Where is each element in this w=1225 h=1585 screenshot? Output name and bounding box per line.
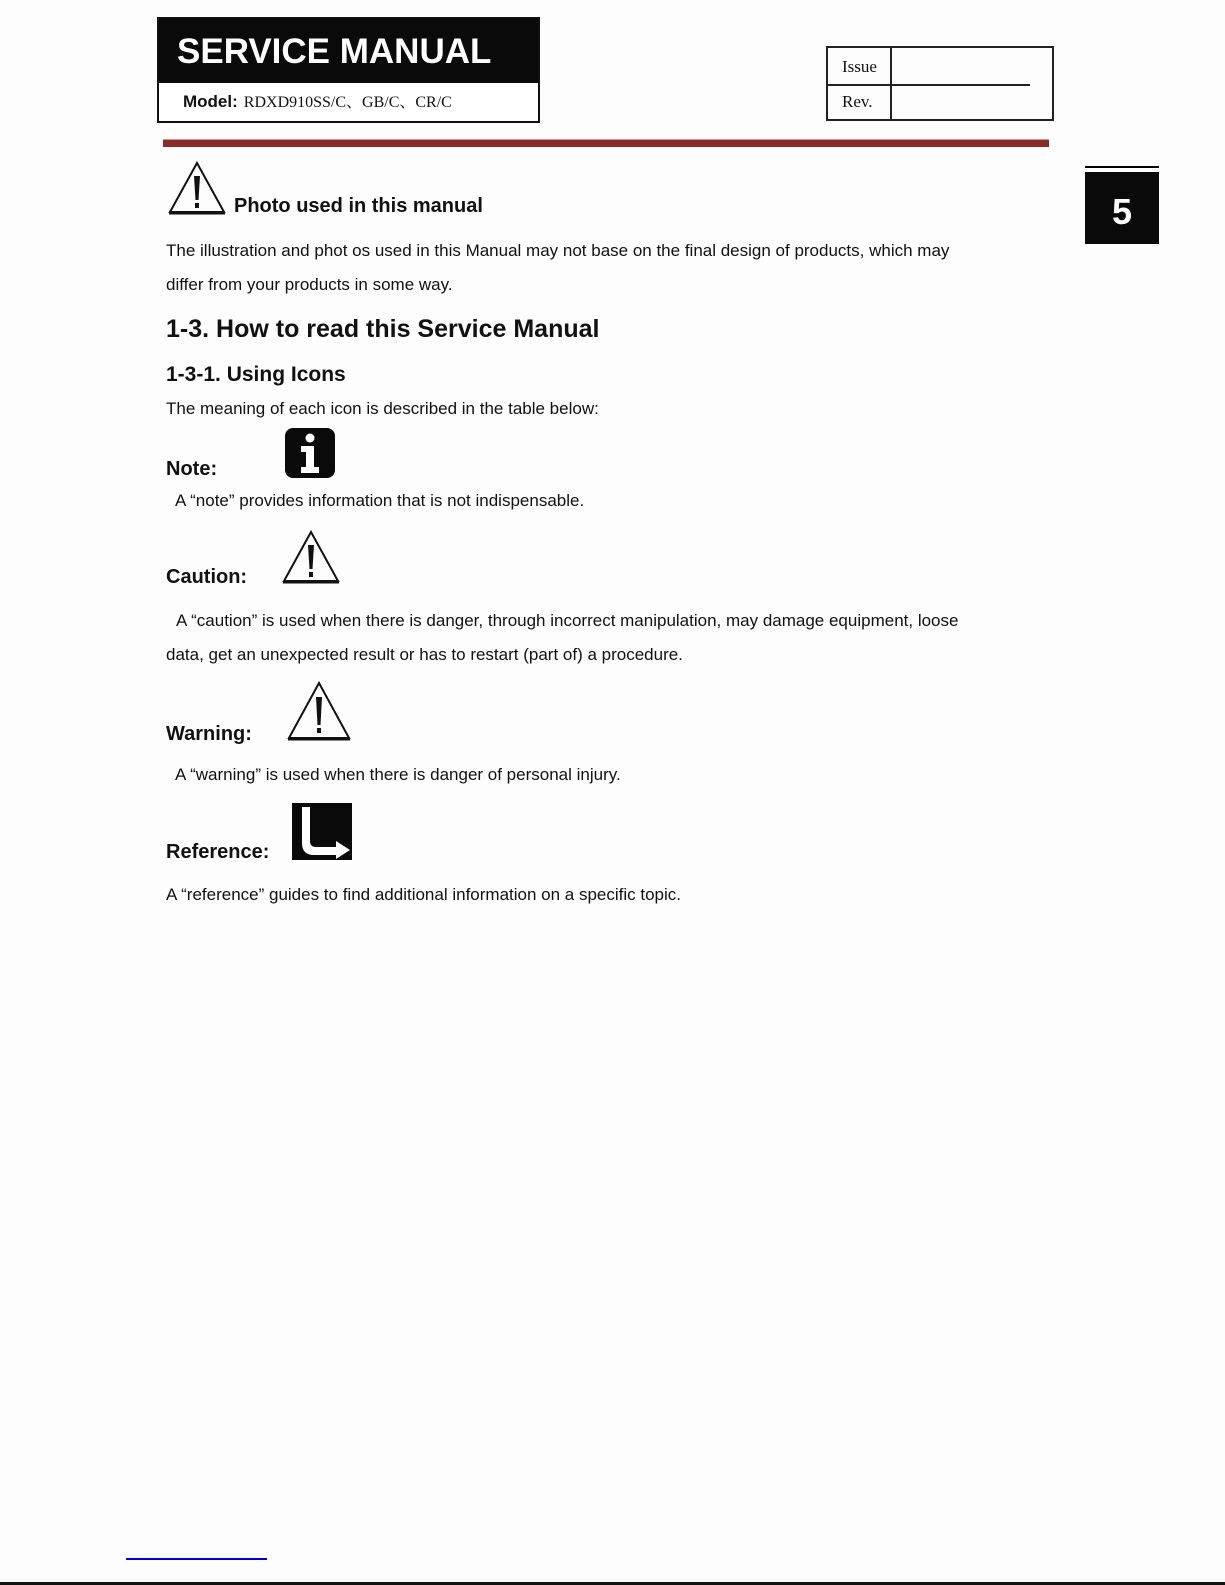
rev-label: Rev. <box>842 92 873 111</box>
info-icon <box>284 427 336 479</box>
footer-link-underline <box>126 1558 267 1560</box>
section-title: 1-3. How to read this Service Manual <box>166 315 600 343</box>
model-label: Model: <box>183 92 238 111</box>
chapter-tab: 5 <box>1085 168 1159 244</box>
model-value: RDXD910SS/C、GB/C、CR/C <box>243 94 452 111</box>
photo-notice-line-1: The illustration and phot os used in this Manual may not base on the final design of products, which may <box>166 241 950 260</box>
manual-title: SERVICE MANUAL <box>159 19 538 83</box>
warning-description: A “warning” is used when there is danger of personal injury. <box>175 765 621 784</box>
header-divider <box>163 139 1049 147</box>
warning-triangle-icon <box>167 160 227 216</box>
photo-notice-heading: Photo used in this manual <box>234 195 483 217</box>
note-description: A “note” provides information that is not indispensable. <box>175 491 585 510</box>
issue-rev-table <box>826 46 1054 121</box>
model-line <box>159 83 538 121</box>
caution-label: Caution: <box>166 566 248 588</box>
warning-label: Warning: <box>166 723 252 745</box>
caution-triangle-icon <box>281 529 341 585</box>
note-label: Note: <box>166 458 218 480</box>
caution-description-line-2: data, get an unexpected result or has to restart (part of) a procedure. <box>166 645 683 664</box>
reference-label: Reference: <box>166 841 270 863</box>
photo-notice-line-2: differ from your products in some way. <box>166 275 453 294</box>
issue-label: Issue <box>842 57 877 76</box>
reference-arrow-icon <box>292 803 352 860</box>
caution-description-line-1: A “caution” is used when there is danger, through incorrect manipulation, may damage equipment, loose <box>176 611 959 630</box>
subsection-title: 1-3-1. Using Icons <box>166 363 346 386</box>
warning-triangle-icon <box>286 680 352 742</box>
service-manual-title-box <box>157 17 540 123</box>
section-intro: The meaning of each icon is described in the table below: <box>166 399 599 418</box>
reference-description: A “reference” guides to find additional information on a specific topic. <box>166 885 682 904</box>
